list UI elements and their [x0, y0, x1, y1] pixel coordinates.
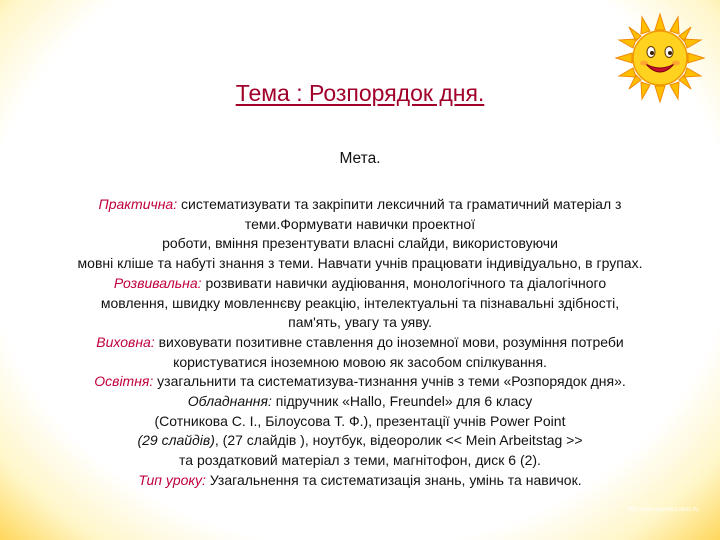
line-text: Узагальнення та систематизація знань, умінь та навичок.	[205, 471, 582, 488]
text-line	[16, 353, 704, 373]
text-line	[16, 431, 704, 451]
text-line	[16, 313, 704, 333]
line-text: роботи, вміння презентувати власні слайди, використовуючи	[162, 235, 558, 252]
section-label: Тип уроку:	[138, 471, 206, 488]
text-line	[16, 294, 704, 314]
text-line	[16, 234, 704, 254]
text-line	[16, 412, 704, 432]
line-text: узагальнити та систематизува-тизнання учнів з теми «Розпорядок дня».	[153, 373, 626, 390]
slide-count-label: (29 слайдів)	[137, 432, 215, 449]
page-title: Тема : Розпорядок дня.	[235, 80, 485, 106]
text-line	[16, 215, 704, 235]
text-line	[16, 451, 704, 471]
text-line	[16, 392, 704, 412]
line-text: пам'ять, увагу та уяву.	[288, 314, 432, 331]
text-line	[16, 195, 704, 215]
text-line	[16, 254, 704, 274]
footer-url: http://edu-teachers.ucoz.ru	[627, 507, 699, 513]
line-text: користуватися іноземною мовою як засобом спілкування.	[173, 353, 547, 370]
line-text: розвивати навички аудіювання, монологічного та діалогічного	[201, 274, 607, 291]
line-text: мовні кліше та набуті знання з теми. Навчати учнів працювати індивідуально, в групах.	[77, 255, 643, 272]
text-line	[16, 274, 704, 294]
line-text: теми.Формувати навички проектної	[244, 215, 476, 232]
goal-heading: Мета.	[339, 150, 381, 167]
lesson-description	[16, 195, 704, 491]
line-text: підручник «Hallo, Freundel» для 6 класу	[271, 393, 533, 410]
text-line	[16, 471, 704, 491]
line-text: , (27 слайдів ), ноутбук, відеоролик << Mein Arbeitstag >>	[214, 432, 583, 449]
text-line	[16, 372, 704, 392]
line-text: систематизувати та закріпити лексичний та граматичний матеріал з	[177, 196, 622, 212]
section-label: Практична:	[98, 196, 178, 212]
section-label: Освітня:	[94, 373, 154, 390]
section-label: Виховна:	[96, 333, 155, 350]
line-text: виховувати позитивне ставлення до іноземної мови, розуміння потреби	[154, 333, 624, 350]
section-label: Розвивальна:	[113, 274, 202, 291]
line-text: та роздатковий матеріал з теми, магнітофон, диск 6 (2).	[179, 452, 541, 469]
line-text: (Сотникова С. І., Білоусова Т. Ф.), презентації учнів Power Point	[154, 412, 566, 429]
text-line	[16, 333, 704, 353]
line-text: мовлення, швидку мовленнєву реакцію, інтелектуальні та пізнавальні здібності,	[100, 294, 620, 311]
section-label: Обладнання:	[187, 393, 272, 410]
